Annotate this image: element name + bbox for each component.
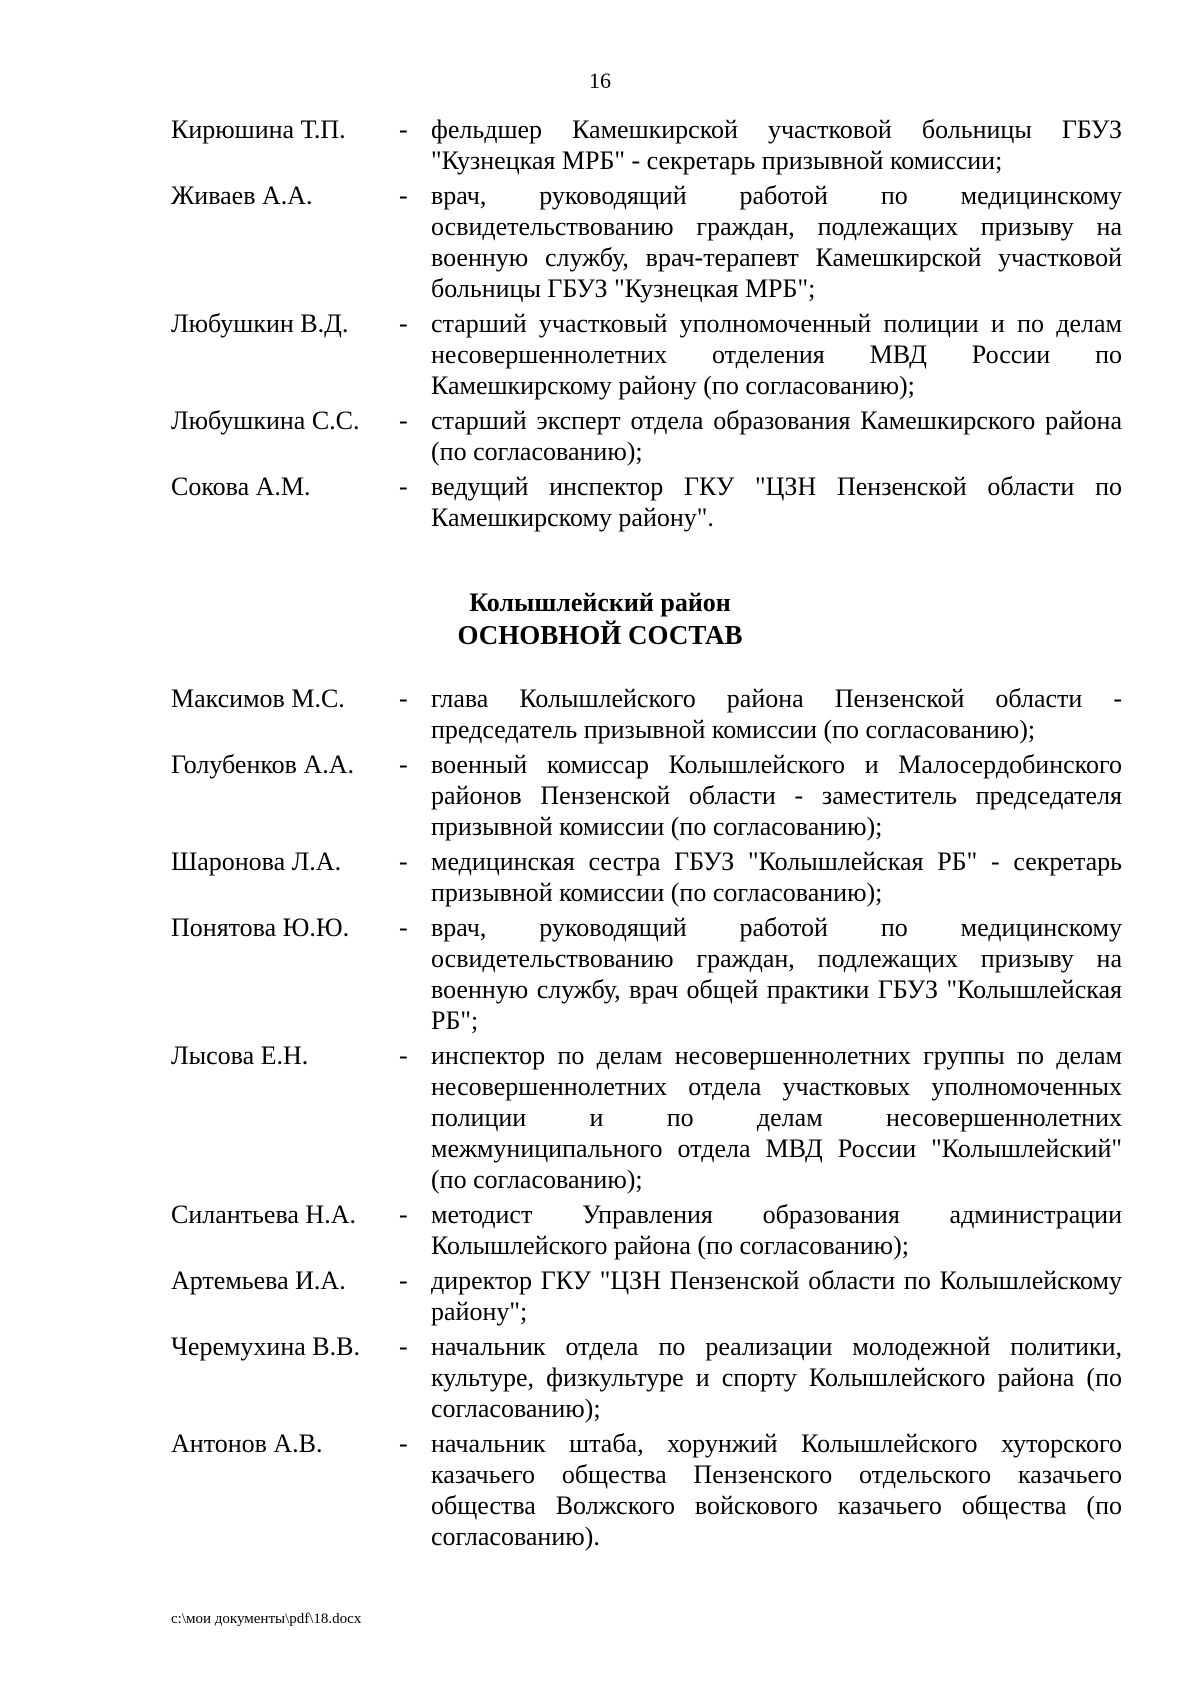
member-name: Живаев А.А. [171,181,313,210]
member-role: военный комиссар Колышлейского и Малосердобинского районов Пензенской области - заместитель председателя призывной комиссии (по согласованию); [431,750,1122,841]
dash-separator: - [399,406,408,435]
member-role: ведущий инспектор ГКУ "ЦЗН Пензенской области по Камешкирскому району". [431,472,1122,532]
list-item [171,1428,1122,1552]
member-name: Любушкина С.С. [171,406,360,435]
section-kameshkir-list [171,114,1122,533]
list-item [171,912,1122,1036]
dash-separator: - [399,750,408,779]
dash-separator: - [399,1200,408,1229]
member-name: Голубенков А.А. [171,750,355,779]
dash-separator: - [399,115,408,144]
list-item [171,1331,1122,1424]
member-role: врач, руководящий работой по медицинскому освидетельствованию граждан, подлежащих призыву на военную службу, врач-терапевт Камешкирской участковой больницы ГБУЗ "Кузнецкая МРБ"; [431,181,1122,303]
list-item [171,114,1122,176]
list-item [171,180,1122,304]
list-item [171,846,1122,908]
member-name: Силантьева Н.А. [171,1200,356,1229]
list-item [171,405,1122,467]
member-role: инспектор по делам несовершеннолетних группы по делам несовершеннолетних отдела участковых уполномоченных полиции и по делам несовершеннолетних межмуниципального отдела МВД России "Колышлейский" (по согласованию); [431,1041,1122,1194]
dash-separator: - [399,181,408,210]
dash-separator: - [399,309,408,338]
member-role: фельдшер Камешкирской участковой больницы ГБУЗ "Кузнецкая МРБ" - секретарь призывной комиссии; [431,115,1122,175]
member-name: Кирюшина Т.П. [171,115,346,144]
member-name: Максимов М.С. [171,684,345,713]
member-role: медицинская сестра ГБУЗ "Колышлейская РБ" - секретарь призывной комиссии (по согласованию); [431,847,1122,907]
list-item [171,471,1122,533]
member-name: Артемьева И.А. [171,1266,346,1295]
member-role: методист Управления образования администрации Колышлейского района (по согласованию); [431,1200,1122,1260]
dash-separator: - [399,847,408,876]
member-role: начальник отдела по реализации молодежной политики, культуре, физкультуре и спорту Колышлейского района (по согласованию); [431,1332,1122,1423]
list-item [171,1040,1122,1195]
district-heading: Колышлейский район [469,588,731,617]
member-role: старший эксперт отдела образования Камешкирского района (по согласованию); [431,406,1122,466]
member-name: Сокова А.М. [171,472,311,501]
member-role: глава Колышлейского района Пензенской области - председатель призывной комиссии (по согласованию); [431,684,1122,744]
dash-separator: - [399,684,408,713]
member-role: начальник штаба, хорунжий Колышлейского хуторского казачьего общества Пензенского отдельского казачьего общества Волжского войскового казачьего общества (по согласованию). [431,1429,1122,1551]
footer-file-path: c:\мои документы\pdf\18.docx [171,1611,362,1627]
composition-heading: ОСНОВНОЙ СОСТАВ [457,620,743,650]
member-name: Понятова Ю.Ю. [171,913,350,942]
member-name: Черемухина В.В. [171,1332,360,1361]
member-name: Лысова Е.Н. [171,1041,309,1070]
list-item [171,1265,1122,1327]
member-role: старший участковый уполномоченный полиции и по делам несовершеннолетних отделения МВД России по Камешкирскому району (по согласованию); [431,309,1122,400]
dash-separator: - [399,1429,408,1458]
list-item [171,308,1122,401]
dash-separator: - [399,1332,408,1361]
list-item [171,683,1122,745]
section-kolyshley-list [171,683,1122,1552]
dash-separator: - [399,913,408,942]
page-number: 16 [589,68,611,93]
member-role: врач, руководящий работой по медицинскому освидетельствованию граждан, подлежащих призыву на военную службу, врач общей практики ГБУЗ "Колышлейская РБ"; [431,913,1122,1035]
member-name: Антонов А.В. [171,1429,323,1458]
list-item [171,749,1122,842]
member-name: Шаронова Л.А. [171,847,342,876]
member-name: Любушкин В.Д. [171,309,349,338]
dash-separator: - [399,472,408,501]
list-item [171,1199,1122,1261]
dash-separator: - [399,1266,408,1295]
dash-separator: - [399,1041,408,1070]
member-role: директор ГКУ "ЦЗН Пензенской области по Колышлейскому району"; [431,1266,1122,1326]
